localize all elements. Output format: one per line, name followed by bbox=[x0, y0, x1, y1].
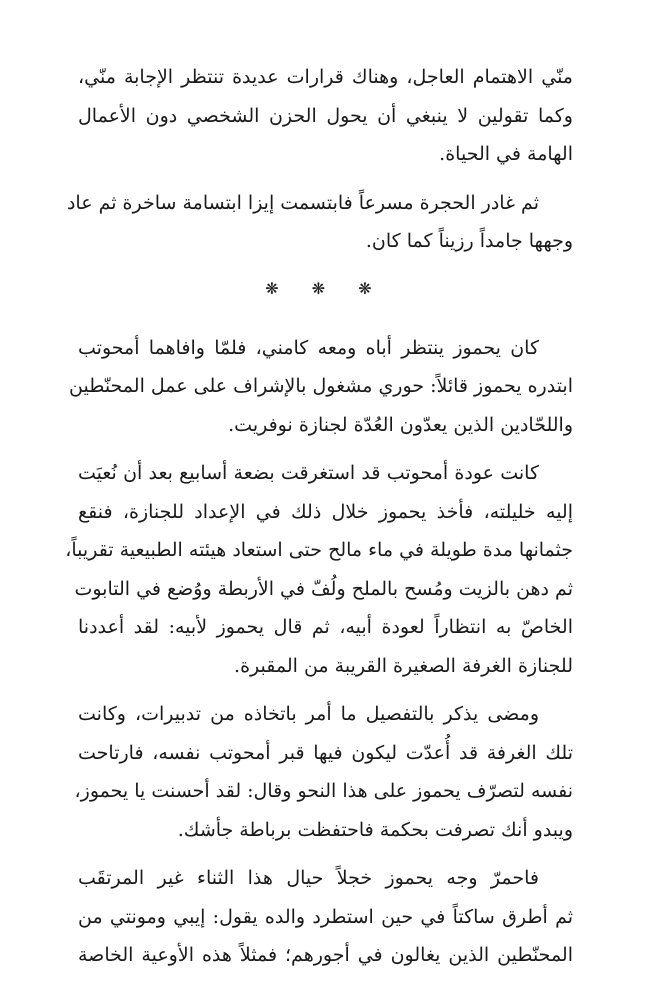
text-line: وجهها جامداً رزيناً كما كان. bbox=[365, 230, 573, 252]
paragraph bbox=[69, 329, 573, 445]
paragraph bbox=[78, 859, 573, 975]
book-page bbox=[65, 58, 573, 985]
paragraph bbox=[65, 454, 573, 685]
section-separator: ❋ ❋ ❋ bbox=[265, 278, 386, 298]
text-line: واللحّادين الذين يعدّون العُدّة لجنازة نوفريت. bbox=[228, 413, 573, 436]
text-line: المحنّطين الذين يغالون في أجورهم؛ فمثلاً هذه الأوعية الخاصة bbox=[78, 944, 573, 966]
text-line: الهامة في الحياة. bbox=[439, 143, 573, 165]
text-line: كانت عودة أمحوتب قد استغرقت بضعة أسابيع بعد أن نُعيَت bbox=[78, 462, 539, 484]
paragraph bbox=[66, 184, 573, 261]
text-line: للجنازة الغرفة الصغيرة القريبة من المقبرة. bbox=[234, 654, 573, 677]
text-line: إليه خليلته، فأخذ يحموز خلال ذلك في الإعداد للجنازة، فنقع bbox=[78, 500, 573, 523]
text-line: الخاصّ به انتظاراً لعودة أبيه، ثم قال يحموز لأبيه: لقد أعددنا bbox=[78, 616, 573, 638]
text-line: نفسه لتصرّف يحموز على هذا النحو وقال: لقد أحسنت يا يحموز، bbox=[74, 780, 573, 802]
text-line: فاحمرّ وجه يحموز خجلاً حيال هذا الثناء غير المرتقَب bbox=[78, 867, 539, 889]
paragraph bbox=[74, 695, 573, 849]
text-line: ومضى يذكر بالتفصيل ما أمر باتخاذه من تدبيرات، وكانت bbox=[78, 703, 539, 725]
text-line: ابتدره يحموز قائلاً: حوري مشغول بالإشراف على عمل المحنّطين bbox=[69, 375, 573, 397]
text-line: ثم دهن بالزيت ومُسح بالملح ولُفّ في الأربطة ووُضع في التابوت bbox=[74, 577, 573, 600]
text-line: ثم غادر الحجرة مسرعاً فابتسمت إيزا ابتسامة ساخرة ثم عاد bbox=[66, 191, 539, 214]
text-line: تلك الغرفة قد أُعدّت ليكون فيها قبر أمحوتب نفسه، فارتاحت bbox=[78, 741, 573, 764]
text-line: كان يحموز ينتظر أباه ومعه كامني، فلمّا وافاهما أمحوتب bbox=[78, 336, 539, 359]
text-line: منّي الاهتمام العاجل، وهناك قرارات عديدة تنتظر الإجابة منّي، bbox=[78, 66, 573, 88]
text-line: ويبدو أنك تصرفت بحكمة فاحتفظت برباطة جأشك. bbox=[177, 818, 573, 841]
text-line: وكما تقولين لا ينبغي أن يحول الحزن الشخصي دون الأعمال bbox=[78, 104, 573, 127]
text-line: ثم أطرق ساكتاً في حين استطرد والده يقول: إيبي ومونتي من bbox=[78, 905, 573, 928]
text-line: جثمانها مدة طويلة في ماء مالح حتى استعاد هيئته الطبيعية تقريباً، bbox=[65, 539, 573, 561]
paragraph-continued bbox=[78, 58, 573, 174]
